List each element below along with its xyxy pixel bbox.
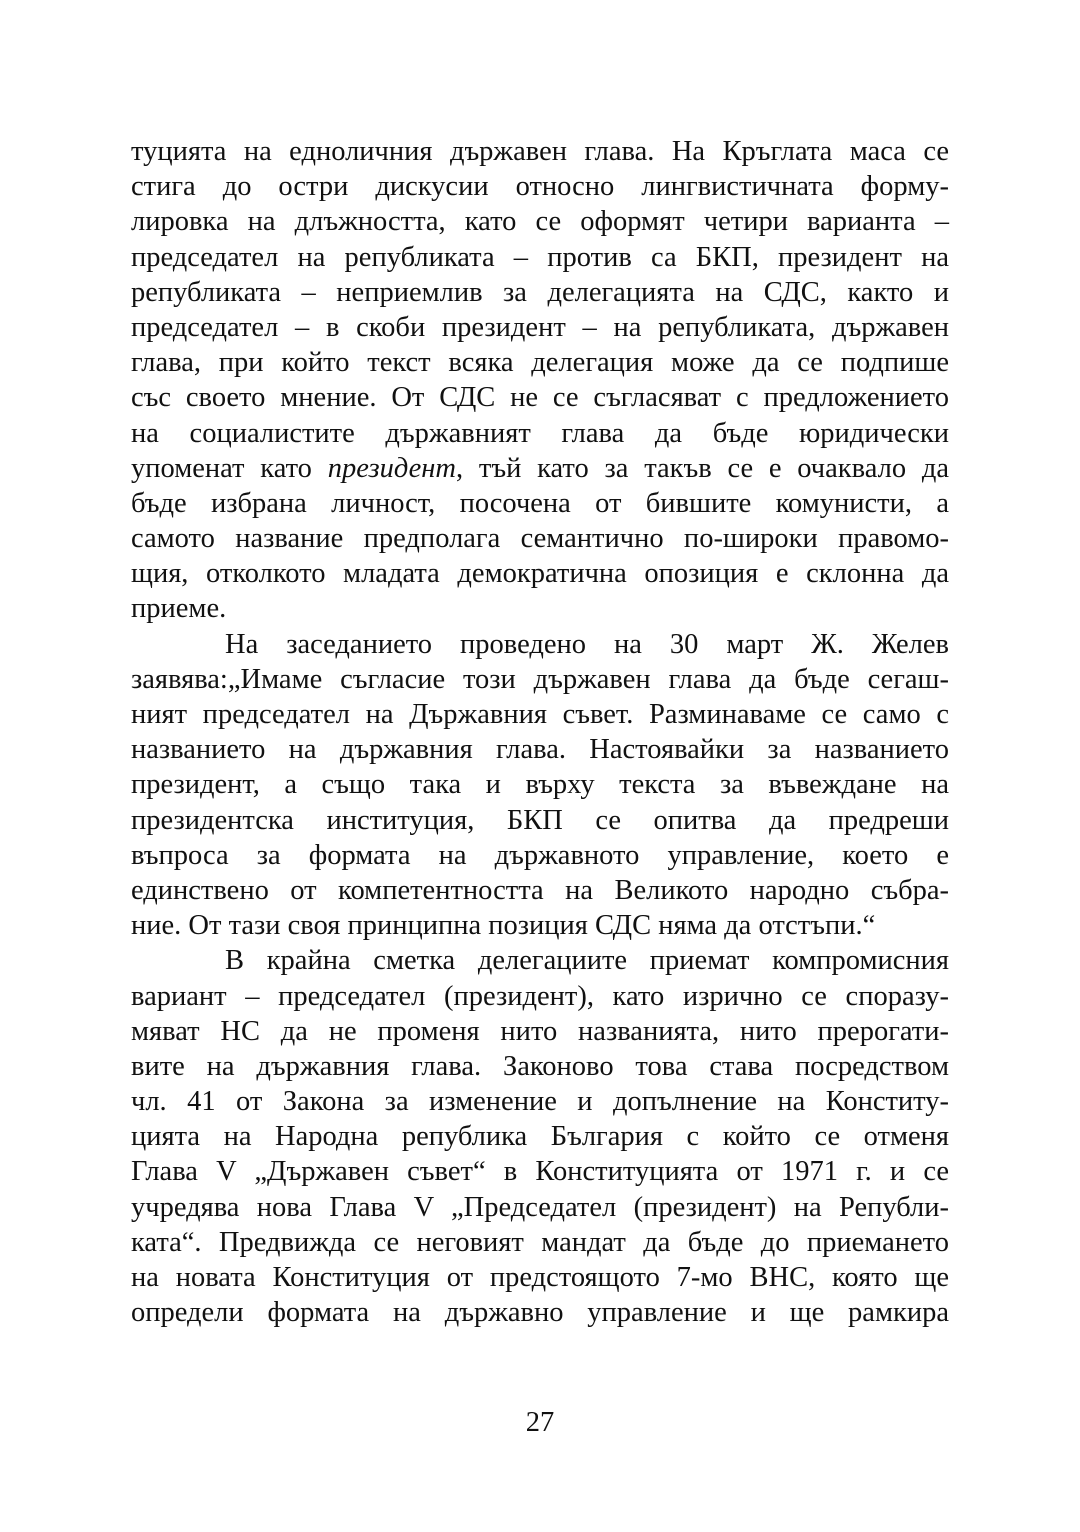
text-line: президент, а също така и върху текста за въвеждане на [131,769,949,801]
text-line: учредява нова Глава V „Председател (президент) на Републи- [131,1191,949,1223]
text-line: приеме. [131,593,227,625]
text-line: вите на държавния глава. Законово това става посредством [131,1050,949,1082]
text-line: лировка на длъжността, като се оформят четири варианта – [131,206,949,238]
text-line: глава, при който текст всяка делегация може да се подпише [131,347,949,379]
text-line: В крайна сметка делегациите приемат компромисния [225,945,949,977]
text-line: на новата Конституция от предстоящото 7-мо ВНС, която ще [131,1262,949,1293]
text-line: чл. 41 от Закона за изменение и допълнение на Конститу- [131,1086,949,1118]
italic-term: президент [327,452,456,484]
text-line: на социалистите държавният глава да бъде юридически [131,417,949,449]
paragraph-3 [131,943,949,1330]
text-line: щия, отколкото младата демократична опозиция е склонна да [131,558,949,590]
text-line: бъде избрана личност, посочена от бившите комунисти, а [131,487,949,519]
text-line: заявява:„Имаме съгласие този държавен глава да бъде сегаш- [131,663,949,695]
text-line: цията на Народна република България с който се отменя [131,1121,949,1153]
page-number: 27 [525,1407,555,1438]
text-line: Глава V „Държавен съвет“ в Конституцията от 1971 г. и се [131,1156,949,1188]
text-line: републиката – неприемлив за делегацията на СДС, както и [131,276,949,308]
text-line: туцията на едноличния държавен глава. На Кръглата маса се [131,136,949,167]
text-line: председател на републиката – против са БКП, президент на [131,241,949,273]
text-segment: , тъй като за такъв се е очаквало да [456,452,950,484]
text-line: мяват НС да не променя нито названията, нито прерогати- [131,1015,949,1047]
text-line: определи формата на държавно управление и ще рамкира [131,1297,949,1329]
text-line: На заседанието проведено на 30 март Ж. Желев [225,628,949,660]
paragraph-1 [131,134,949,627]
text-line: ката“. Предвижда се неговият мандат да бъде до приемането [131,1226,949,1258]
text-segment: упоменат като [131,452,328,484]
text-line: председател – в скоби президент – на републиката, държавен [131,311,949,343]
text-line: ният председател на Държавния съвет. Разминаваме се само с [131,699,949,730]
text-line: стига до остри дискусии относно лингвистичната форму- [131,171,949,203]
text-line: названието на държавния глава. Настоявайки за названието [131,734,949,766]
text-line-with-italic [131,451,949,486]
text-line: със своето мнение. От СДС не се съгласяват с предложението [131,382,949,414]
text-line: въпроса за формата на държавното управление, което е [131,839,949,871]
text-line: президентска институция, БКП се опитва да предреши [131,804,949,836]
text-line: единствено от компетентността на Великото народно събра- [131,874,949,906]
text-line: самото название предполага семантично по-широки правомо- [131,523,949,555]
text-line: ние. От тази своя принципна позиция СДС няма да отстъпи.“ [131,910,876,942]
paragraph-2 [131,627,949,944]
text-line: вариант – председател (президент), като изрично се споразу- [131,980,949,1012]
page-body [131,134,949,1330]
